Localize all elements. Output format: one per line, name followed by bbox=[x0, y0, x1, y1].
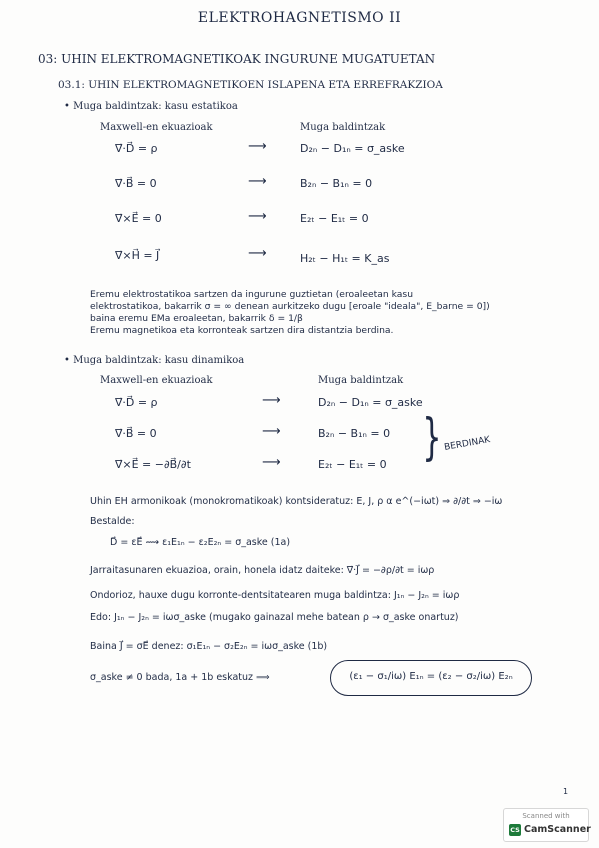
final-result: (ε₁ − σ₁/iω) E₁ₙ = (ε₂ − σ₂/iω) E₂ₙ bbox=[349, 671, 513, 682]
dynamic-row-3-rhs: E₂ₜ − E₁ₜ = 0 bbox=[318, 458, 387, 471]
static-row-3-lhs: ∇⃗×E⃗ = 0 bbox=[115, 212, 162, 225]
final-result-box bbox=[330, 660, 532, 696]
static-row-4-lhs: ∇⃗×H⃗ = J⃗ bbox=[115, 249, 160, 262]
badge-top-text: Scanned with bbox=[522, 812, 570, 820]
derivation-line-2: Bestalde: bbox=[90, 516, 135, 527]
static-row-1-rhs: D₂ₙ − D₁ₙ = σ_aske bbox=[300, 142, 405, 155]
curly-brace-icon: } bbox=[422, 408, 442, 466]
derivation-line-3: D⃗ = εE⃗ ⟿ ε₁E₁ₙ − ε₂E₂ₙ = σ_aske (1a) bbox=[110, 537, 291, 548]
camscanner-logo-icon: CS bbox=[510, 826, 520, 834]
section-heading: 03: UHIN ELEKTROMAGNETIKOAK INGURUNE MUGATUETAN bbox=[38, 52, 436, 66]
static-row-3-arrow: ⟶ bbox=[248, 209, 267, 224]
static-col-right: Muga baldintzak bbox=[300, 122, 386, 133]
dynamic-row-2-rhs: B₂ₙ − B₁ₙ = 0 bbox=[318, 427, 391, 440]
dynamic-row-3-lhs: ∇⃗×E⃗ = −∂B⃗/∂t bbox=[115, 458, 191, 471]
dynamic-row-1-lhs: ∇⃗·D⃗ = ρ bbox=[115, 396, 158, 409]
static-row-1-arrow: ⟶ bbox=[248, 139, 267, 154]
dynamic-col-left: Maxwell-en ekuazioak bbox=[100, 375, 213, 386]
static-row-1-lhs: ∇⃗·D⃗ = ρ bbox=[115, 142, 158, 155]
dynamic-row-3-arrow: ⟶ bbox=[262, 455, 281, 470]
derivation-line-1: Uhin EH armonikoak (monokromatikoak) kontsideratuz: E, J, ρ α e^(−iωt) ⇒ ∂/∂t ⇒ −iω bbox=[90, 496, 503, 507]
static-col-left: Maxwell-en ekuazioak bbox=[100, 122, 213, 133]
dynamic-case-bullet: • Muga baldintzak: kasu dinamikoa bbox=[64, 355, 245, 366]
static-note-line-3: baina eremu EMa eroaleetan, bakarrik δ = 1/β bbox=[90, 313, 303, 324]
static-row-3-rhs: E₂ₜ − E₁ₜ = 0 bbox=[300, 212, 369, 225]
static-row-2-lhs: ∇⃗·B⃗ = 0 bbox=[115, 177, 157, 190]
static-case-bullet: • Muga baldintzak: kasu estatikoa bbox=[64, 101, 238, 112]
dynamic-row-2-arrow: ⟶ bbox=[262, 424, 281, 439]
dynamic-row-1-rhs: D₂ₙ − D₁ₙ = σ_aske bbox=[318, 396, 423, 409]
derivation-line-5: Ondorioz, hauxe dugu korronte-dentsitatearen muga baldintza: J₁ₙ − J₂ₙ = iωρ bbox=[90, 590, 460, 601]
static-note-line-2: elektrostatikoa, bakarrik σ = ∞ denean aurkitzeko dugu [eroale "ideala", E_barne = 0]) bbox=[90, 301, 490, 312]
dynamic-row-1-arrow: ⟶ bbox=[262, 393, 281, 408]
static-row-2-arrow: ⟶ bbox=[248, 174, 267, 189]
page-title: ELEKTROHAGNETISMO II bbox=[197, 10, 402, 26]
subsection-heading: 03.1: UHIN ELEKTROMAGNETIKOEN ISLAPENA ETA ERREFRAKZIOA bbox=[58, 79, 443, 91]
static-note-line-4: Eremu magnetikoa eta korronteak sartzen dira distantzia berdina. bbox=[90, 325, 394, 336]
badge-name: CamScanner bbox=[524, 824, 591, 835]
dynamic-col-right: Muga baldintzak bbox=[318, 375, 404, 386]
derivation-line-6: Edo: J₁ₙ − J₂ₙ = iωσ_aske (mugako gainazal mehe batean ρ → σ_aske onartuz) bbox=[90, 612, 459, 623]
dynamic-row-2-lhs: ∇⃗·B⃗ = 0 bbox=[115, 427, 157, 440]
static-row-4-arrow: ⟶ bbox=[248, 246, 267, 261]
derivation-line-8: σ_aske ≠ 0 bada, 1a + 1b eskatuz ⟹ bbox=[90, 672, 270, 683]
page-number: 1 bbox=[563, 787, 569, 796]
derivation-line-4: Jarraitasunaren ekuazioa, orain, honela idatz daiteke: ∇⃗·J⃗ = −∂ρ/∂t = iωρ bbox=[90, 565, 435, 576]
static-row-2-rhs: B₂ₙ − B₁ₙ = 0 bbox=[300, 177, 373, 190]
static-row-4-rhs: H₂ₜ − H₁ₜ = K_as bbox=[300, 252, 390, 265]
static-note-line-1: Eremu elektrostatikoa sartzen da ingurune guztietan (eroaleetan kasu bbox=[90, 289, 414, 300]
berdinak-label: BERDINAK bbox=[443, 435, 492, 453]
scanner-badge bbox=[503, 808, 589, 842]
derivation-line-7: Baina J⃗ = σE⃗ denez: σ₁E₁ₙ − σ₂E₂ₙ = iωσ_aske (1b) bbox=[90, 641, 328, 652]
